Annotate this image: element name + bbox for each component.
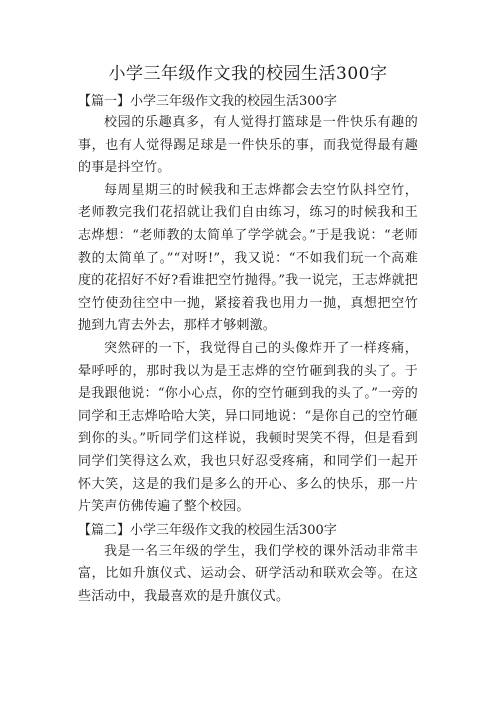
paragraph: 校园的乐趣真多，有人觉得打篮球是一件快乐有趣的事，也有人觉得踢足球是一件快乐的事，而我觉得最有趣的事是抖空竹。 [78, 115, 418, 176]
paragraph: 每周星期三的时候我和王志烨都会去空竹队抖空竹，老师教完我们花招就让我们自由练习，练习的时候我和王志烨想：“老师教的太简单了学学就会。”于是我说：“老师教的太简单了。”“对呀!”，我又说：“不如我们玩一个高难度的花招好不好?看谁把空竹抛得。”我一说完，王志烨就把空竹使劲往空中一抛，紧接着我也用力一抛，真想把空竹抛到九宵去外去，那样才够刺激。 [78, 182, 418, 334]
section-heading: 【篇二】小学三年级作文我的校园生活300字 [78, 522, 337, 538]
section-heading: 【篇一】小学三年级作文我的校园生活300字 [78, 94, 337, 109]
section-one [78, 92, 418, 519]
document-title: 小学三年级作文我的校园生活300字 [108, 64, 388, 84]
document-page [78, 52, 418, 608]
paragraph: 突然砰的一下，我觉得自己的头像炸开了一样疼痛，晕呼呼的，那时我以为是王志烨的空竹砸到我的头了。于是我跟他说：“你小心点，你的空竹砸到我的头了。”一旁的同学和王志烨哈哈大笑，异口同地说：“是你自己的空竹砸到你的头。”听同学们这样说，我顿时哭笑不得，但是看到同学们笑得这么欢，我也只好忍受疼痛，和同学们一起开怀大笑，这是的我们是多么的开心、多么的快乐，那一片片笑声仿佛传遍了整个校园。 [78, 340, 418, 515]
section-two [78, 521, 418, 609]
paragraph: 我是一名三年级的学生，我们学校的课外活动非常丰富，比如升旗仪式、运动会、研学活动和联欢会等。在这些活动中，我最喜欢的是升旗仪式。 [78, 543, 418, 604]
